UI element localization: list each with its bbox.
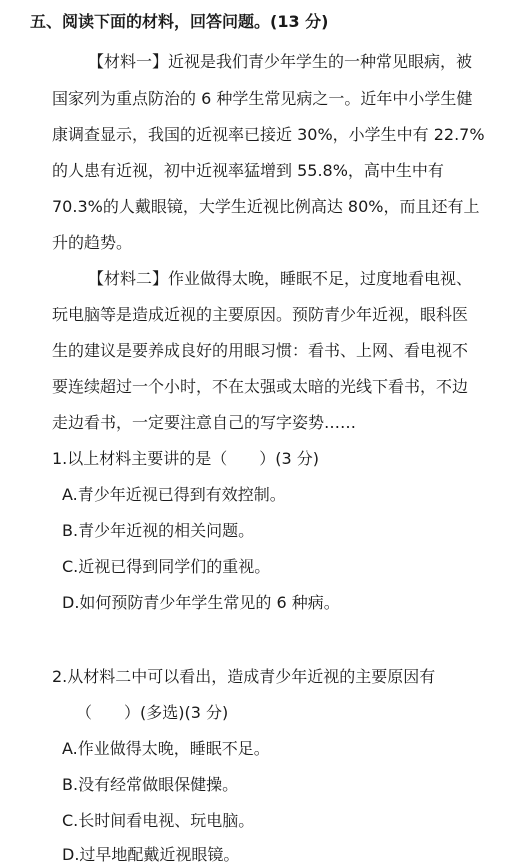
question-2-option-b: B.没有经常做眼保健操。: [62, 775, 239, 794]
material-1-line: 康调查显示，我国的近视率已接近 30%，小学生中有 22.7%: [52, 125, 485, 144]
question-2-stem: 2.从材料二中可以看出，造成青少年近视的主要原因有: [52, 667, 436, 686]
material-1-line: 70.3%的人戴眼镜，大学生近视比例高达 80%，而且还有上: [52, 197, 480, 216]
material-1-line: 升的趋势。: [52, 233, 133, 252]
question-1-stem: 1.以上材料主要讲的是（ ）(3 分): [52, 449, 320, 468]
section-heading: 五、阅读下面的材料，回答问题。(13 分): [30, 12, 329, 31]
question-2-option-d: D.过早地配戴近视眼镜。: [62, 845, 240, 864]
material-2-line: 走边看书，一定要注意自己的写字姿势……: [52, 413, 357, 432]
question-2-option-c: C.长时间看电视、玩电脑。: [62, 811, 255, 830]
question-1-option-a: A.青少年近视已得到有效控制。: [62, 485, 286, 504]
material-2-line: 生的建议是要养成良好的用眼习惯：看书、上网、看电视不: [52, 341, 469, 360]
question-1-option-b: B.青少年近视的相关问题。: [62, 521, 255, 540]
question-1-option-d: D.如何预防青少年学生常见的 6 种病。: [62, 593, 340, 612]
material-1-line: 【材料一】近视是我们青少年学生的一种常见眼病，被: [88, 52, 473, 71]
question-2-option-a: A.作业做得太晚，睡眠不足。: [62, 739, 270, 758]
question-2-stem-continued: （ ）(多选)(3 分): [76, 703, 229, 722]
material-1-line: 国家列为重点防治的 6 种学生常见病之一。近年中小学生健: [52, 89, 473, 108]
material-1-line: 的人患有近视，初中近视率猛增到 55.8%，高中生中有: [52, 161, 444, 180]
material-2-line: 【材料二】作业做得太晚，睡眠不足，过度地看电视、: [88, 269, 473, 288]
material-2-line: 要连续超过一个小时，不在太强或太暗的光线下看书，不边: [52, 377, 469, 396]
question-1-option-c: C.近视已得到同学们的重视。: [62, 557, 271, 576]
material-2-line: 玩电脑等是造成近视的主要原因。预防青少年近视，眼科医: [52, 305, 469, 324]
